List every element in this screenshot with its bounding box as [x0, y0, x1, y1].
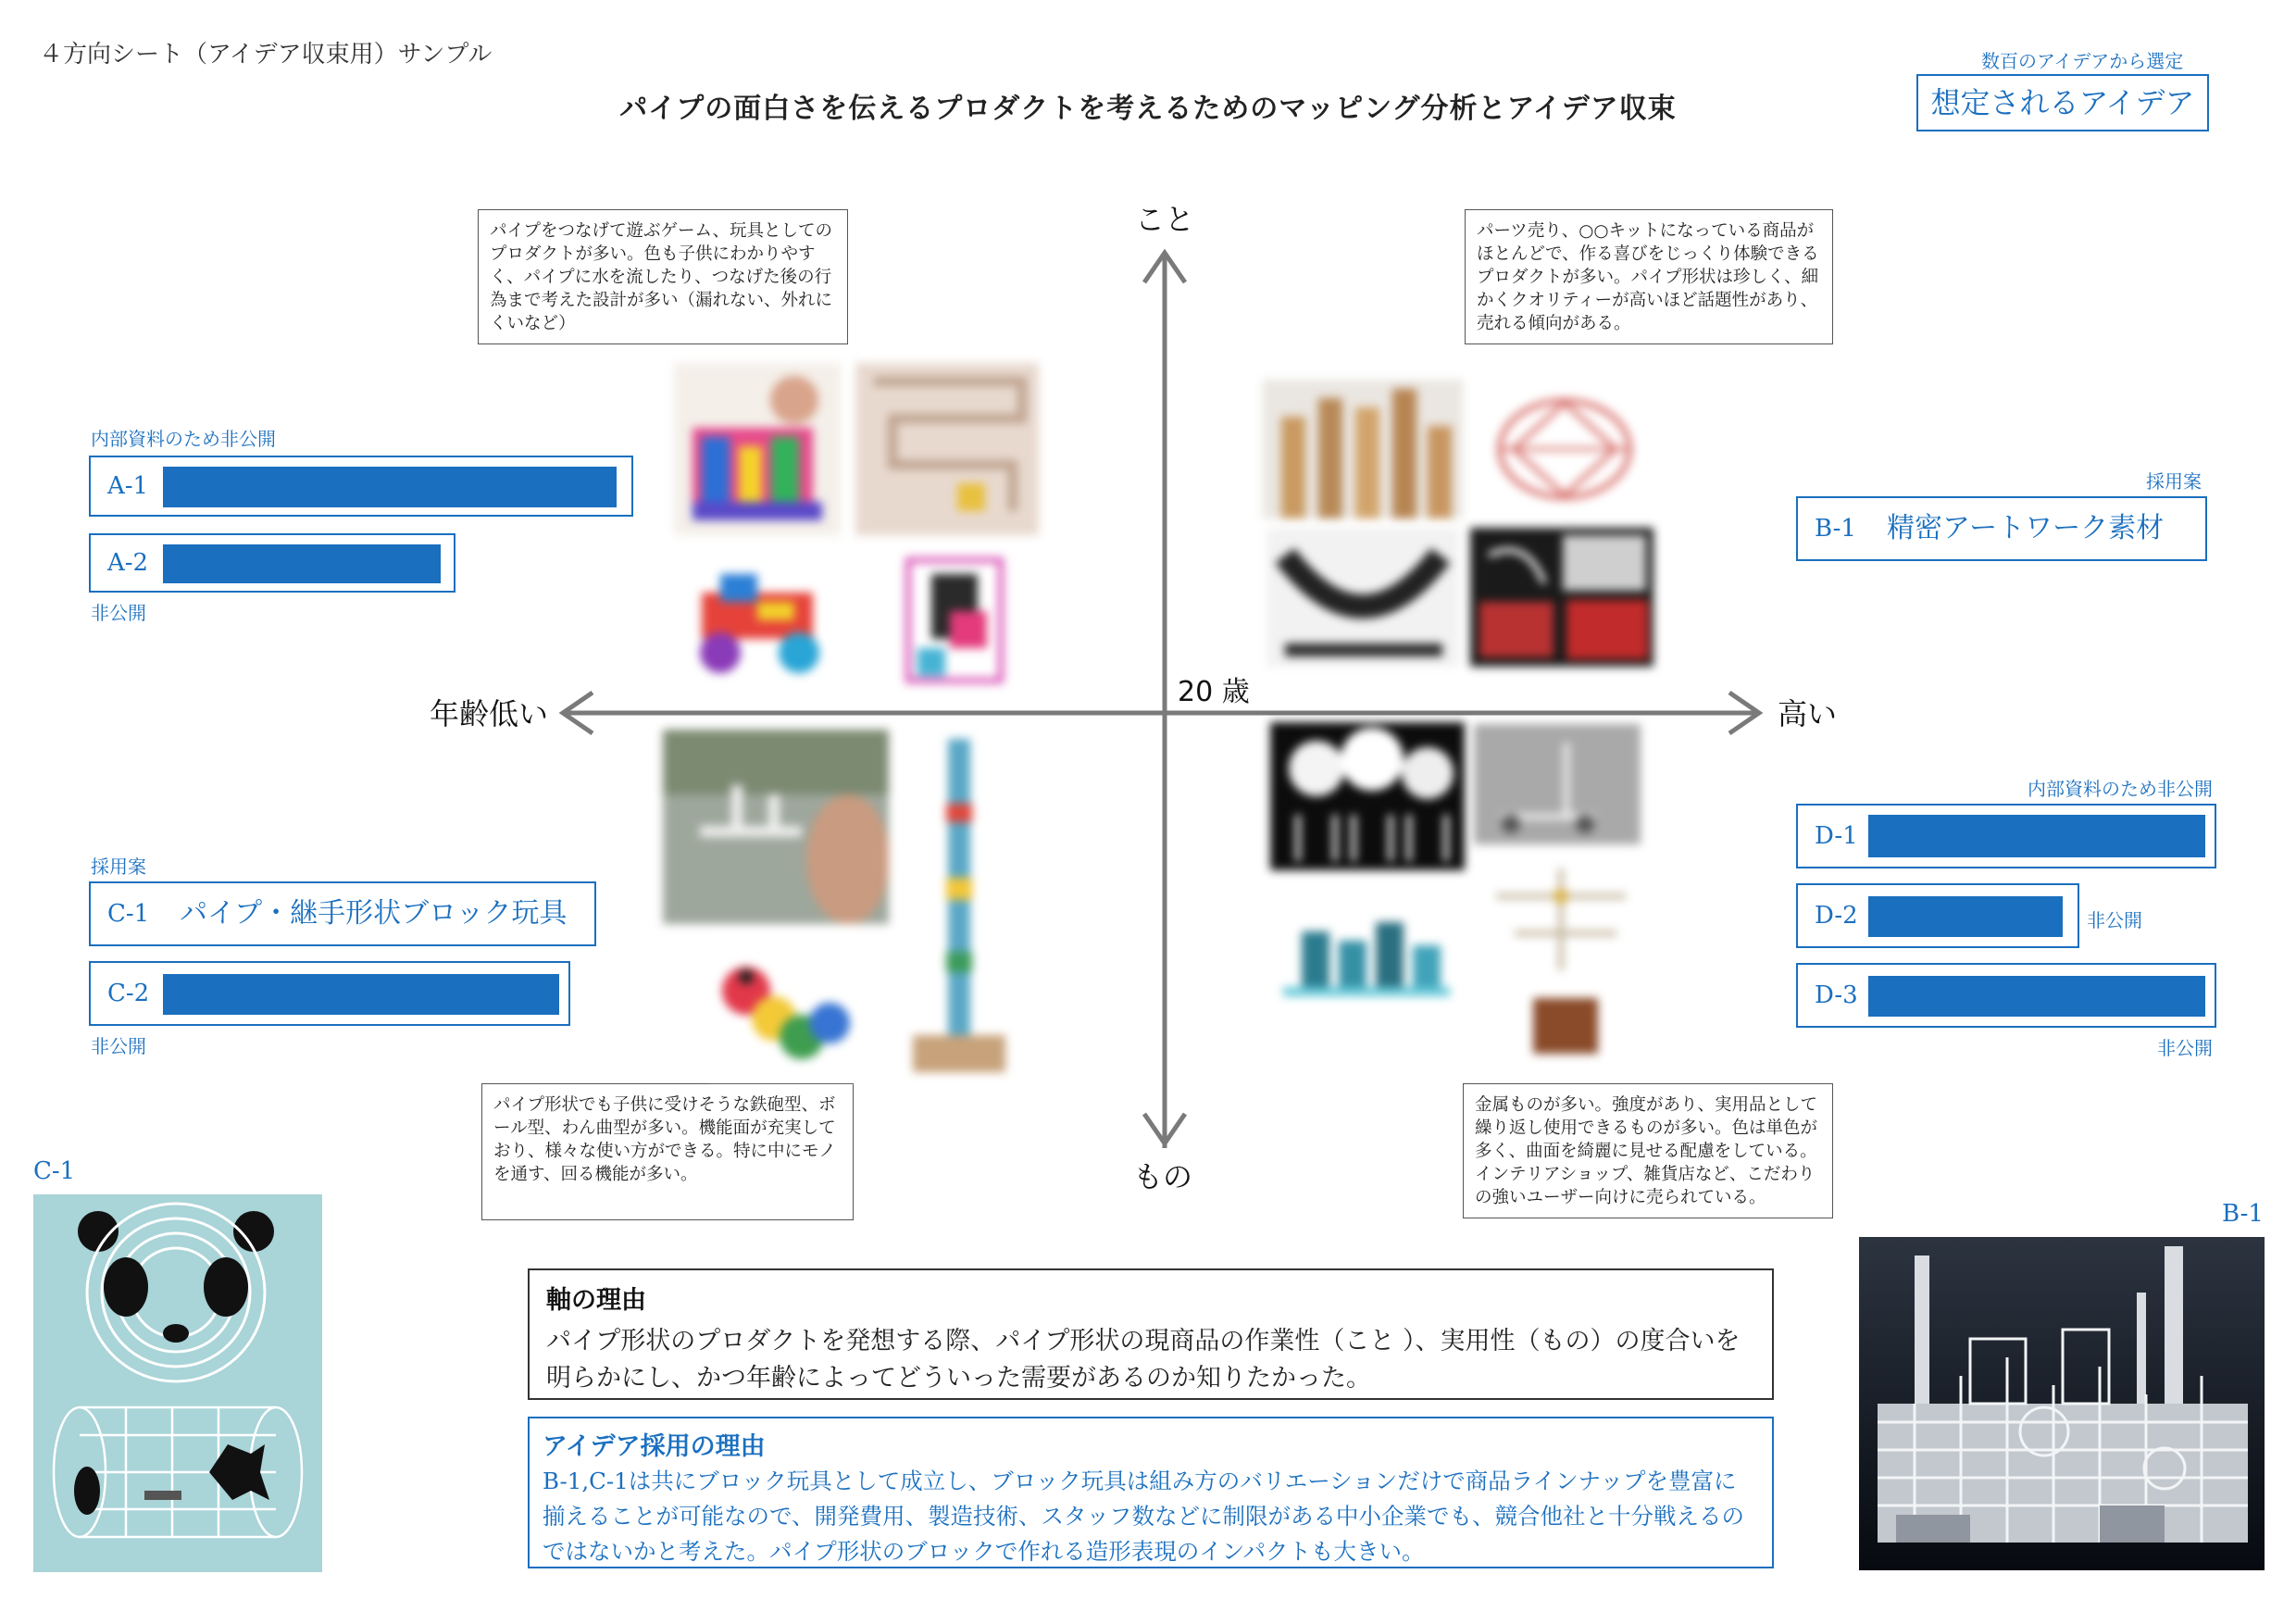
photo-pipe-shelf [1274, 894, 1459, 1015]
idea-c1-id: C-1 [107, 900, 150, 928]
b-group-caption: 採用案 [2146, 470, 2202, 493]
photo-pipe-hanger [1478, 859, 1644, 1072]
assumed-ideas-box: 想定されるアイデア [1916, 74, 2209, 131]
c1-illustration-label: C-1 [33, 1157, 76, 1185]
redacted-bar [163, 974, 559, 1015]
note-bottom-left: パイプ形状でも子供に受けそうな鉄砲型、ボール型、わん曲型が多い。機能面が充実しており、様々な使い方ができる。特に中にモノを通す、回る機能が多い。 [481, 1083, 854, 1220]
redacted-bar [163, 467, 617, 507]
axis-reason-body: パイプ形状のプロダクトを発想する際、パイプ形状の現商品の作業性（こと ）、実用性（もの）の度合いを明らかにし、かつ年齢によってどういった需要があるのか知りたかった。 [546, 1327, 1741, 1393]
idea-c1 [89, 881, 596, 946]
c-group-caption: 採用案 [91, 856, 146, 878]
b1-illustration-label: B-1 [2222, 1200, 2264, 1228]
idea-c1-text: パイプ・継手形状ブロック玩具 [180, 897, 568, 930]
c-group-footer: 非公開 [91, 1035, 146, 1057]
photo-caterpillar-toy [709, 935, 857, 1078]
axis-reason-title: 軸の理由 [546, 1286, 646, 1315]
page-title: パイプの面白さを伝えるプロダクトを考えるためのマッピング分析とアイデア収束 [619, 93, 1677, 125]
photo-geodesic-sphere [1472, 380, 1657, 518]
photo-block-toy [674, 363, 841, 535]
photo-water-pipe [663, 730, 889, 924]
adoption-reason-title: アイデア採用の理由 [543, 1432, 766, 1461]
photo-pipe-tower [904, 730, 1015, 1072]
note-bottom-right: 金属ものが多い。強度があり、実用品として繰り返し使用できるものが多い。色は単色が多く、曲面を綺麗に見せる配慮をしている。インテリアショップ、雑貨店など、こだわりの強いユーザー向けに売られている。 [1463, 1083, 1833, 1218]
adoption-reason-box [528, 1417, 1774, 1568]
idea-d2-id: D-2 [1815, 902, 1858, 930]
idea-b1-text: 精密アートワーク素材 [1887, 512, 2165, 544]
note-top-left: パイプをつなげて遊ぶゲーム、玩具としてのプロダクトが多い。色も子供にわかりやすく、パイプに水を流したり、つなげた後の行為まで考えた設計が多い（漏れない、外れにくいなど） [478, 209, 848, 344]
idea-d3-id: D-3 [1815, 981, 1858, 1009]
idea-d3 [1796, 963, 2216, 1028]
idea-c2-id: C-2 [107, 980, 150, 1007]
adoption-reason-body: B-1,C-1は共にブロック玩具として成立し、ブロック玩具は組み方のバリエーションだけで商品ラインナップを豊富に揃えることが可能なので、開発費用、製造技術、スタッフ数などに制限がある中小企業でも、競合他社と十分戦えるのではないかと考えた。パイプ形状のブロックで作れる造形表現のインパクトも大きい。 [543, 1468, 1745, 1565]
idea-a1-id: A-1 [107, 472, 149, 500]
photo-pipe-stand [894, 546, 1015, 694]
photo-pipe-scooter [1474, 724, 1641, 844]
idea-a2 [89, 533, 455, 593]
a-group-footer: 非公開 [91, 602, 146, 624]
d-group-footer: 非公開 [2157, 1037, 2213, 1059]
idea-a1 [89, 456, 633, 517]
redacted-bar [1868, 896, 2063, 937]
axis-label-bottom: もの [1133, 1159, 1193, 1194]
axis-reason-box [528, 1268, 1774, 1400]
idea-b1-id: B-1 [1815, 515, 1856, 543]
idea-d1 [1796, 804, 2216, 868]
photo-pipe-models [1470, 528, 1653, 667]
idea-c2 [89, 961, 570, 1026]
photo-curved-sculpture [1267, 528, 1459, 667]
photo-pipe-car [674, 546, 841, 685]
axis-label-right: 高い [1778, 696, 1838, 731]
b1-factory-illustration [1859, 1237, 2265, 1570]
document-label: ４方向シート（アイデア収束用）サンプル [39, 41, 493, 69]
axis-label-left: 年齢低い [430, 696, 549, 731]
c1-panda-illustration [33, 1194, 322, 1572]
axis-label-top: こと [1135, 202, 1195, 237]
redacted-bar [163, 544, 441, 583]
photo-pipe-lamps [1270, 722, 1465, 870]
idea-a2-id: A-2 [107, 549, 149, 577]
photo-pipe-towers [1263, 380, 1463, 518]
redacted-bar [1868, 815, 2205, 857]
photo-pipe-wall [855, 363, 1039, 535]
idea-d2 [1796, 883, 2079, 948]
assumed-caption: 数百のアイデアから選定 [1981, 50, 2184, 72]
d2-side-note: 非公開 [2087, 909, 2142, 931]
idea-d1-id: D-1 [1815, 822, 1858, 850]
a-group-caption: 内部資料のため非公開 [91, 428, 276, 450]
note-top-right: パーツ売り、○○キットになっている商品がほとんどで、作る喜びをじっくり体験できるプロダクトが多い。パイプ形状は珍しく、細かくクオリティーが高いほど話題性があり、売れる傾向がある。 [1465, 209, 1833, 344]
redacted-bar [1868, 976, 2205, 1017]
d-group-caption: 内部資料のため非公開 [2028, 778, 2213, 800]
axis-label-center: 20 歳 [1178, 676, 1250, 708]
idea-b1 [1796, 496, 2207, 561]
